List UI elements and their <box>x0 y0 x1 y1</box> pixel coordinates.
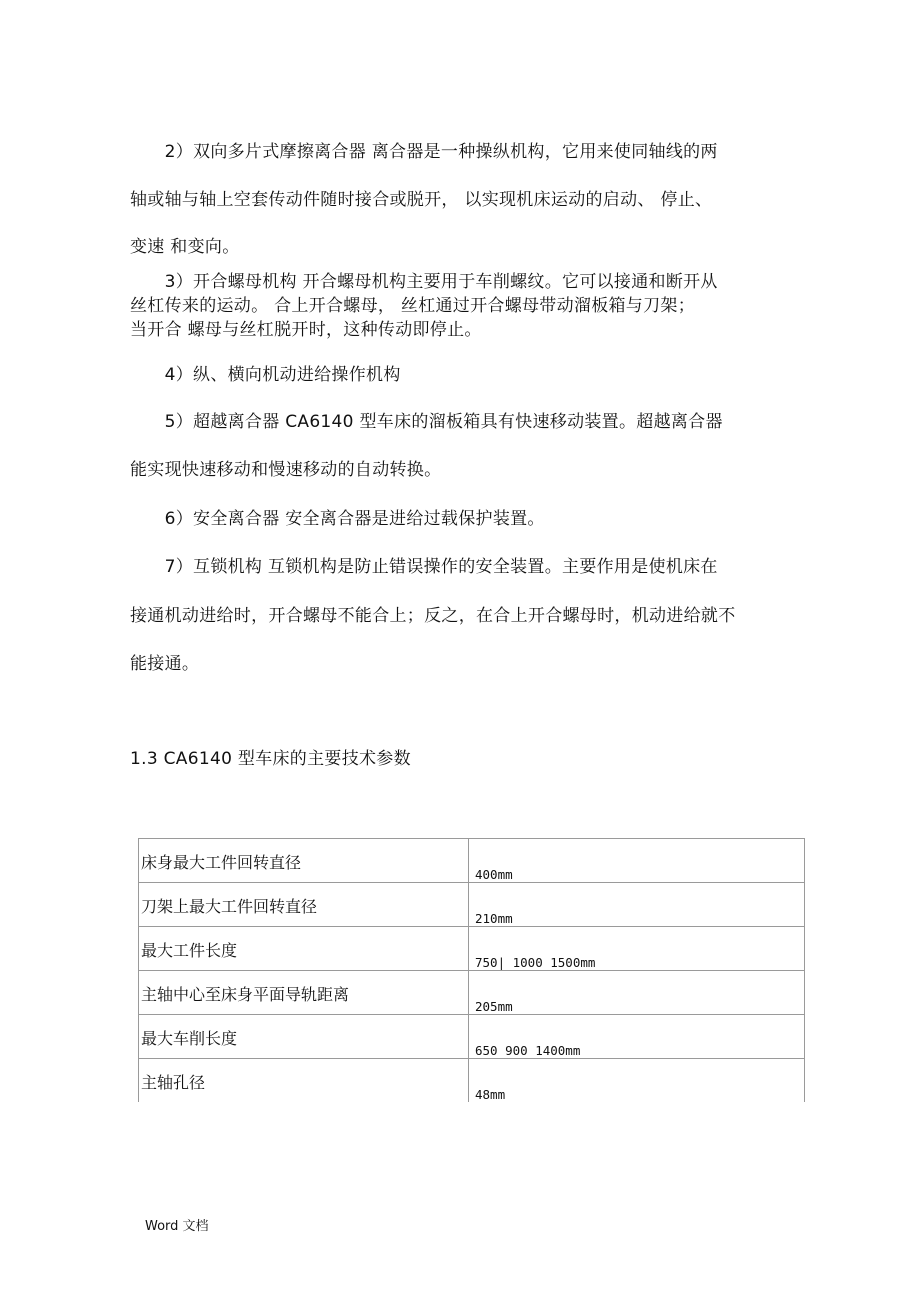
param-value: 750| 1000 1500mm <box>469 927 805 971</box>
table-row <box>139 971 805 1015</box>
paragraph-5-line-2: 能实现快速移动和慢速移动的自动转换。 <box>130 460 442 480</box>
paragraph-3-line-1: 3）开合螺母机构 开合螺母机构主要用于车削螺纹。它可以接通和断开从 <box>130 272 718 292</box>
paragraph-3-line-2: 丝杠传来的运动。 合上开合螺母， 丝杠通过开合螺母带动溜板箱与刀架； <box>130 296 696 316</box>
table-row <box>139 883 805 927</box>
param-name: 主轴中心至床身平面导轨距离 <box>139 971 469 1015</box>
param-value: 650 900 1400mm <box>469 1015 805 1059</box>
page-footer: Word 文档 <box>145 1219 209 1234</box>
tech-params-table <box>138 838 805 1102</box>
param-value: 210mm <box>469 883 805 927</box>
paragraph-2-line-3: 变速 和变向。 <box>130 237 240 257</box>
section-heading: 1.3 CA6140 型车床的主要技术参数 <box>130 749 411 769</box>
param-name: 最大车削长度 <box>139 1015 469 1059</box>
paragraph-7-line-3: 能接通。 <box>130 654 200 674</box>
paragraph-2-line-1: 2）双向多片式摩擦离合器 离合器是一种操纵机构，它用来使同轴线的两 <box>130 142 718 162</box>
paragraph-6-line-1: 6）安全离合器 安全离合器是进给过载保护装置。 <box>130 509 545 529</box>
param-value: 400mm <box>469 839 805 883</box>
table-row <box>139 927 805 971</box>
paragraph-2-line-2: 轴或轴与轴上空套传动件随时接合或脱开， 以实现机床运动的启动、 停止、 <box>130 190 713 210</box>
param-name: 最大工件长度 <box>139 927 469 971</box>
paragraph-3-line-3: 当开合 螺母与丝杠脱开时，这种传动即停止。 <box>130 320 482 340</box>
param-name: 床身最大工件回转直径 <box>139 839 469 883</box>
paragraph-7-line-1: 7）互锁机构 互锁机构是防止错误操作的安全装置。主要作用是使机床在 <box>130 557 718 577</box>
paragraph-5-line-1: 5）超越离合器 CA6140 型车床的溜板箱具有快速移动装置。超越离合器 <box>130 412 723 432</box>
table-row <box>139 1059 805 1103</box>
param-value: 48mm <box>469 1059 805 1103</box>
param-name: 主轴孔径 <box>139 1059 469 1103</box>
table-row <box>139 1015 805 1059</box>
param-name: 刀架上最大工件回转直径 <box>139 883 469 927</box>
paragraph-7-line-2: 接通机动进给时，开合螺母不能合上；反之，在合上开合螺母时，机动进给就不 <box>130 606 736 626</box>
param-value: 205mm <box>469 971 805 1015</box>
paragraph-4-line-1: 4）纵、横向机动进给操作机构 <box>130 365 401 385</box>
table-row <box>139 839 805 883</box>
